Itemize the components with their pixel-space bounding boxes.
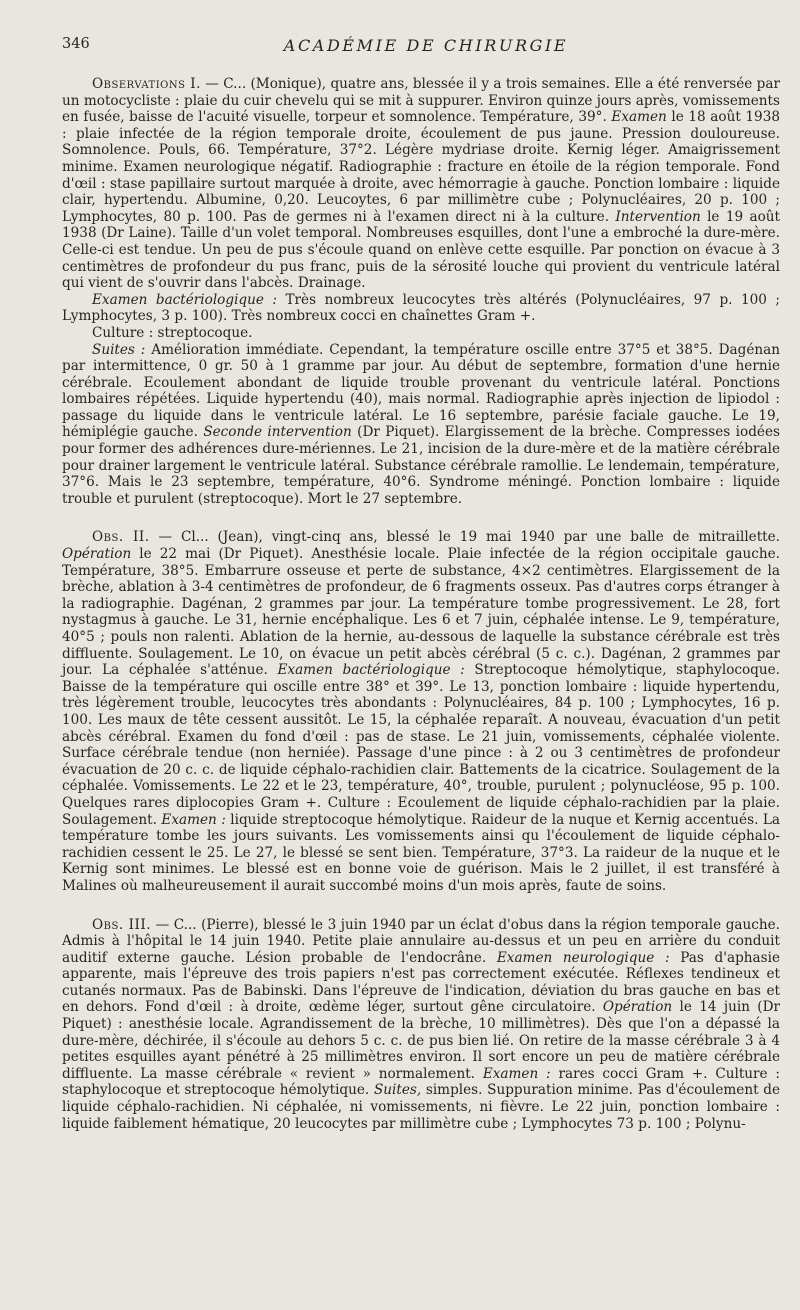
obs2-label: Obs. II.: [92, 529, 150, 546]
obs1-bact-paragraph: [62, 292, 780, 325]
page-number: 346: [62, 36, 90, 52]
section-spacer: [62, 507, 780, 529]
obs1-suites-text: Amélioration immédiate. Cependant, la température oscille entre 37°5 et 38°5. Dagénan par intermittence, 0 gr. 50 à 1 gramme par jour. Au début de septembre, formation d'une hernie cérébrale. Ecoulement abondant de liquide trouble provenant du ventricule latéral. Ponctions lombaires répétées. Liquide hypertendu (40), mais normal. Radiographie après injection de lipiodol : passage du liquide dans le ventricule latéral. Le 16 septembre, parésie faciale gauche. Le 19, hémiplégie gauche.: [62, 341, 780, 441]
obs1-bact-label: Examen bactériologique :: [92, 291, 277, 308]
obs3-paragraph: [62, 917, 780, 1133]
section-spacer: [62, 895, 780, 917]
obs1-exam-label: Examen: [611, 109, 667, 126]
obs2-part1: le 22 mai (Dr Piquet). Anesthésie locale. Plaie infectée de la région occipitale gauche. Température, 38°5. Embarrure osseuse et perte de substance, 4×2 centimètres. Elargissement de la brèche, ablation à 3-4 centimètres de profondeur, de 6 fragments osseux. Pas d'autres corps étranger à la radiographie. Dagénan, 2 grammes par jour. La température tombe progressivement. Le 28, fort nystagmus à gauche. Le 31, hernie encéphalique. Les 6 et 7 juin, céphalée intense. Le 9, température, 40°5 ; pouls non ralenti. Ablation de la hernie, au-dessous de laquelle la substance cérébrale est très diffluente. Soulagement. Le 10, on évacue un petit abcès cérébral (5 c. c.). Dagénan, 2 grammes par jour. La céphalée s'atténue.: [62, 546, 780, 679]
obs1-exam-text: le 18 août 1938 : plaie infectée de la région temporale droite, écoulement de pus jaune. Pression douloureuse. Somnolence. Pouls, 66. Température, 37°2. Légère mydriase droite. Kernig léger. Amaigrissement minime. Examen neurologique négatif. Radiographie : fracture en étoile de la région temporale. Fond d'œil : stase papillaire surtout marquée à droite, avec hémorragie à gauche. Ponction lombaire : liquide clair, hypertendu. Albumine, 0,20. Leucoytes, 6 par millimètre cube ; Polynucléaires, 20 p. 100 ; Lymphocytes, 80 p. 100. Pas de germes ni à l'examen direct ni à la culture.: [62, 109, 780, 225]
obs1-intervention-label: Intervention: [615, 208, 701, 225]
obs3-part4: simples. Suppuration minime. Pas d'écoulement de liquide céphalo-rachidien. Ni céphalée, ni vomissements, ni fièvre. Le 22 juin, ponction lombaire : liquide faiblement hématique, 20 leucocytes par millimètre cube ; Lymphocytes 73 p. 100 ; Polynu-: [62, 1082, 781, 1132]
running-title: ACADÉMIE DE CHIRURGIE: [283, 36, 569, 55]
obs1-bact-text: Très nombreux leucocytes très altérés (Polynucléaires, 97 p. 100 ; Lymphocytes, 3 p. 100). Très nombreux cocci en chaînettes Gram +.: [62, 291, 780, 325]
obs2-part3: liquide streptocoque hémolytique. Raideur de la nuque et Kernig accentués. La température tombe les jours suivants. Les vomissements ainsi qu l'écoulement de liquide céphalo-rachidien cessent le 25. Le 27, le blessé se sent bien. Température, 37°3. La raideur de la nuque et le Kernig sont minimes. Le blessé est en bonne voie de guérison. Mais le 2 juillet, il est transféré à Malines où malheureusement il aurait succombé moins d'un mois après, faute de soins.: [62, 811, 780, 894]
obs2-intro: — Cl... (Jean), vingt-cinq ans, blessé le 19 mai 1940 par une balle de mitraillette.: [149, 529, 780, 546]
obs1-suites-paragraph: [62, 342, 780, 508]
obs3-operation-label: Opération: [602, 999, 673, 1016]
obs1-culture-paragraph: [62, 325, 780, 342]
obs1-second-text: (Dr Piquet). Elargissement de la brèche. Compresses iodées pour former des adhérences dure-mériennes. Le 21, incision de la dure-mère et de la matière cérébrale pour drainer largement le ventricule latéral. Substance cérébrale ramollie. Le lendemain, température, 37°6. Mais le 23 septembre, température, 40°6. Syndrome méningé. Ponction lombaire : liquide trouble et purulent (streptocoque). Mort le 27 septembre.: [62, 424, 780, 507]
obs1-suites-label: Suites :: [92, 341, 146, 358]
obs1-intro: — C... (Monique), quatre ans, blessée il y a trois semaines. Elle a été renversée par un motocycliste : plaie du cuir chevelu qui se mit à suppurer. Environ quinze jours après, vomissements en fusée, baisse de l'acuité visuelle, torpeur et somnolence. Température, 39°.: [62, 76, 780, 126]
obs3-neuro-label: Examen neurologique :: [496, 949, 670, 966]
obs3-intro: — C... (Pierre), blessé le 3 juin 1940 par un éclat d'obus dans la région temporale gauche. Admis à l'hôpital le 14 juin 1940. Petite plaie annulaire au-dessus et un peu en arrière du conduit auditif externe gauche. Lésion probable de l'endocrâne.: [62, 916, 780, 966]
obs1-label: Observations I.: [92, 76, 201, 92]
obs1-culture-text: Culture : streptocoque.: [92, 324, 253, 341]
page-header: [62, 36, 780, 62]
obs3-part1: Pas d'aphasie apparente, mais l'épreuve des trois papiers n'est pas correctement exécutée. Réflexes tendineux et cutanés normaux. Pas de Babinski. Dans l'épreuve de l'indication, déviation du bras gauche en bas et en dehors. Fond d'œil : à droite, œdème léger, surtout gêne circulatoire.: [62, 949, 780, 1016]
obs1-second-label: Seconde intervention: [203, 424, 352, 441]
obs3-label: Obs. III.: [92, 916, 152, 933]
obs2-part2: Streptocoque hémolytique, staphylocoque. Baisse de la température qui oscille entre 38° et 39°. Le 13, ponction lombaire : liquide hypertendu, très légèrement trouble, leucocytes très abondants : Polynucléaires, 84 p. 100 ; Lymphocytes, 16 p. 100. Les maux de tête cessent aussitôt. Le 15, la céphalée reparaît. A nouveau, évacuation d'un petit abcès cérébral. Examen du fond d'œil : pas de stase. Le 21 juin, vomissements, céphalée violente. Surface cérébrale tendue (non herniée). Passage d'une pince : à 2 ou 3 centimètres de profondeur évacuation de 20 c. c. de liquide céphalo-rachidien clair. Battements de la cicatrice. Soulagement de la céphalée. Vomissements. Le 22 et le 23, température, 40°, trouble, purulent ; polynucléose, 95 p. 100. Quelques rares diplocopies Gram +. Culture : Ecoulement de liquide céphalo-rachidien par la plaie. Soulagement.: [62, 662, 781, 828]
obs3-suites-label: Suites,: [373, 1082, 422, 1099]
obs3-part2: le 14 juin (Dr Piquet) : anesthésie locale. Agrandissement de la brèche, 10 millimètres). Dès que l'on a dépassé la dure-mère, déchirée, il s'écoule au dehors 5 c. c. de pus bien lié. On retire de la masse cérébrale 3 à 4 petites esquilles ayant pénétré à 25 millimètres environ. Il sort encore un peu de matière cérébrale diffluente. La masse cérébrale « revient » normalement.: [62, 999, 780, 1082]
obs1-paragraph: [62, 76, 780, 292]
obs3-exam-label: Examen :: [482, 1065, 551, 1082]
obs2-exam-bact-label: Examen bactériologique :: [277, 662, 465, 679]
obs3-part3: rares cocci Gram +. Culture : staphylocoque et streptocoque hémolytique.: [62, 1065, 780, 1099]
body-text: [62, 76, 780, 1132]
obs2-paragraph: [62, 529, 780, 894]
obs2-exam-label: Examen :: [161, 811, 226, 828]
obs2-operation-label: Opération: [62, 546, 132, 563]
obs1-intervention-text: le 19 août 1938 (Dr Laine). Taille d'un volet temporal. Nombreuses esquilles, dont l'une a embroché la dure-mère. Celle-ci est tendue. Un peu de pus s'écoule quand on enlève cette esquille. Par ponction on évacue à 3 centimètres de profondeur du pus franc, puis de la sérosité louche qui provient du ventricule latéral qui vient de s'ouvrir dans l'abcès. Drainage.: [62, 208, 780, 292]
